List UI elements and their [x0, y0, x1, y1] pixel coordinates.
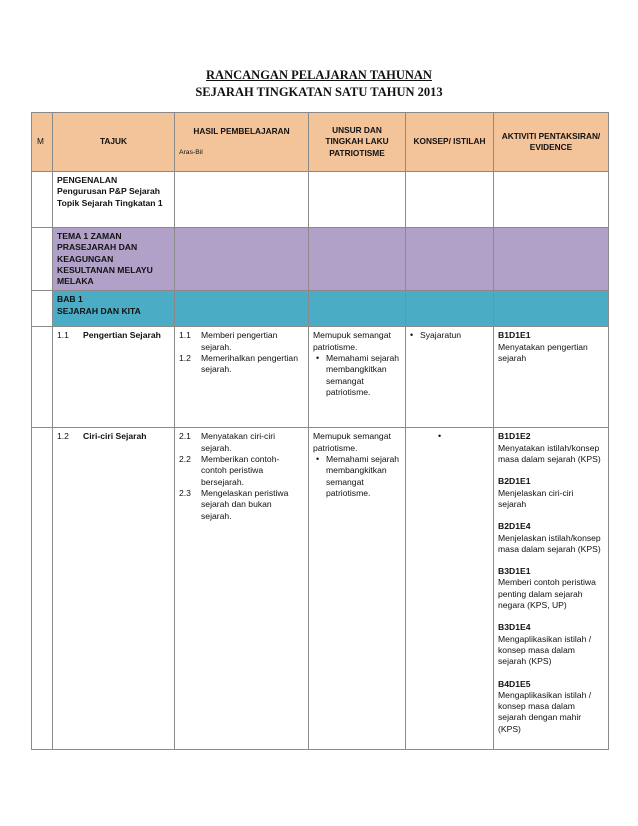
evidence-code: B2D1E4: [498, 521, 531, 532]
document-subtitle: SEJARAH TINGKATAN SATU TAHUN 2013: [195, 85, 443, 99]
hasil-text: Menyatakan ciri-ciri sejarah.: [201, 431, 276, 453]
evidence-code: B3D1E4: [498, 622, 531, 633]
topic-number: 1.1: [57, 330, 69, 341]
hasil-number: 2.2: [179, 454, 191, 465]
evidence-text: Memberi contoh peristiwa penting dalam sejarah negara (KPS, UP): [498, 577, 596, 611]
unsur-intro: Memupuk semangat patriotisme.: [313, 431, 391, 453]
hasil-text: Mengelaskan peristiwa sejarah dan bukan sejarah.: [201, 487, 289, 521]
evidence-text: Menyatakan pengertian sejarah: [498, 341, 588, 364]
bab-cell: [53, 291, 175, 327]
intro-line-1: PENGENALAN: [57, 175, 118, 185]
bab-aktiviti-cell: [494, 291, 609, 327]
lesson-plan-table: [31, 112, 609, 750]
bullet-icon: •: [316, 353, 320, 364]
header-tajuk: TAJUK: [53, 113, 175, 172]
hasil-number: 1.1: [179, 330, 191, 341]
unsur-bullet-text: Memahami sejarah membangkitkan semangat patriotisme.: [326, 353, 400, 397]
unsur-cell: [309, 327, 406, 428]
header-unsur: UNSUR DAN TINGKAH LAKU PATRIOTISME: [309, 113, 406, 172]
bab-unsur-cell: [309, 291, 406, 327]
bab-m-cell: [32, 291, 53, 327]
evidence-text: Menyatakan istilah/konsep masa dalam sejarah (KPS): [498, 442, 601, 465]
intro-line-2: Pengurusan P&P Sejarah: [57, 186, 161, 197]
intro-hasil-cell: [175, 172, 309, 228]
evidence-code: B1D1E2: [498, 431, 531, 442]
unsur-bullet-text: Memahami sejarah membangkitkan semangat patriotisme.: [326, 454, 400, 498]
bab-row: [32, 291, 609, 327]
evidence-cell: [494, 327, 609, 428]
hasil-number: 2.1: [179, 431, 191, 442]
hasil-text: Memberi pengertian sejarah.: [201, 330, 278, 352]
topic-title: Pengertian Sejarah: [83, 330, 161, 341]
intro-konsep-cell: [406, 172, 494, 228]
bullet-icon: •: [410, 330, 414, 341]
evidence-text: Mengaplikasikan istilah / konsep masa dalam sejarah dengan mahir (KPS): [498, 689, 592, 734]
intro-m-cell: [32, 172, 53, 228]
topic-number: 1.2: [57, 431, 69, 442]
konsep-cell: [406, 428, 494, 750]
konsep-text: Syajaratun: [420, 330, 462, 341]
hasil-cell: [175, 327, 309, 428]
evidence-text: Mengaplikasikan istilah / konsep masa dalam sejarah (KPS): [498, 633, 592, 667]
unsur-intro: Memupuk semangat patriotisme.: [313, 330, 391, 352]
header-m: M: [32, 113, 53, 172]
hasil-number: 1.2: [179, 353, 191, 364]
evidence-text: Menjelaskan istilah/konsep masa dalam sejarah (KPS): [498, 532, 601, 554]
header-hasil-label: HASIL PEMBELAJARAN: [193, 125, 290, 136]
tema-konsep-cell: [406, 228, 494, 291]
bab-line-1: BAB 1: [57, 294, 83, 305]
table-row: [32, 428, 609, 750]
tema-m-cell: [32, 228, 53, 291]
bullet-icon: •: [438, 431, 442, 442]
evidence-code: B2D1E1: [498, 476, 531, 487]
table-header-row: [32, 113, 609, 172]
table-row: [32, 327, 609, 428]
hasil-text: Memberikan contoh-contoh peristiwa bersejarah.: [201, 454, 280, 487]
header-konsep: KONSEP/ ISTILAH: [406, 113, 494, 172]
row-m-cell: [32, 428, 53, 750]
bullet-icon: •: [316, 454, 320, 465]
header-aktiviti: AKTIVITI PENTAKSIRAN/ EVIDENCE: [494, 113, 609, 172]
intro-row: [32, 172, 609, 228]
konsep-cell: [406, 327, 494, 428]
unsur-cell: [309, 428, 406, 750]
header-aras-label: Aras-Bil: [179, 149, 203, 156]
intro-line-3: Topik Sejarah Tingkatan 1: [57, 197, 163, 208]
bab-hasil-cell: [175, 291, 309, 327]
intro-cell: [53, 172, 175, 228]
intro-unsur-cell: [309, 172, 406, 228]
hasil-cell: [175, 428, 309, 750]
evidence-code: B1D1E1: [498, 330, 531, 341]
tema-aktiviti-cell: [494, 228, 609, 291]
evidence-code: B4D1E5: [498, 678, 531, 689]
hasil-number: 2.3: [179, 487, 191, 498]
topic-cell: [53, 327, 175, 428]
bab-line-2: SEJARAH DAN KITA: [57, 305, 141, 316]
tema-row: [32, 228, 609, 291]
bab-konsep-cell: [406, 291, 494, 327]
tema-label: TEMA 1 ZAMAN PRASEJARAH DAN KEAGUNGAN KESULTANAN MELAYU MELAKA: [53, 228, 175, 291]
topic-cell: [53, 428, 175, 750]
intro-aktiviti-cell: [494, 172, 609, 228]
evidence-text: Menjelaskan ciri-ciri sejarah: [498, 487, 574, 509]
evidence-code: B3D1E1: [498, 566, 531, 577]
topic-title: Ciri-ciri Sejarah: [83, 431, 147, 442]
tema-hasil-cell: [175, 228, 309, 291]
document-title: RANCANGAN PELAJARAN TAHUNAN: [206, 68, 432, 82]
header-hasil: [175, 113, 309, 172]
hasil-text: Memerihalkan pengertian sejarah.: [201, 353, 298, 375]
tema-unsur-cell: [309, 228, 406, 291]
evidence-cell: [494, 428, 609, 750]
row-m-cell: [32, 327, 53, 428]
